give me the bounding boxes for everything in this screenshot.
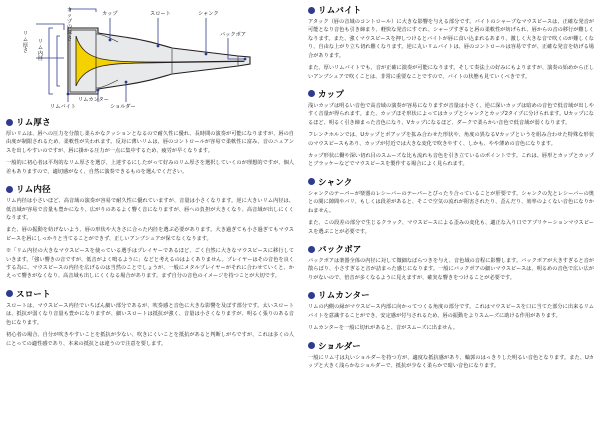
bullet-icon: [308, 90, 315, 97]
paragraph: バックボアは楽器全体の内径に対して微細なばらつきを与え、音色域の音程に影響します。バックボアが大きすぎると音が散らばり、小さすぎると音が詰まった感じになります。一般にバックボアの細いマウスピースは、明るめの音色で広い広がりがないので、倍音が多くなるように見えますが、確実な響きをつけることが必要です。: [308, 258, 594, 281]
section-title: リムバイト: [318, 5, 362, 15]
bullet-icon: [308, 178, 315, 185]
section-body: [308, 303, 594, 332]
section-heading: [308, 340, 594, 352]
paragraph: また、厚いリムバイトでも、音が正確に演奏が可能になります。そして奏法上の好みにもよりますが、演奏の始めから正しいアンブシュアで吹くことは、非常に重要なことですので、バイトの状態も見ていくべきです。: [308, 65, 594, 80]
section-title: リム厚さ: [16, 117, 51, 127]
section-heading: [308, 176, 594, 188]
section-body: [6, 197, 294, 281]
section-title: シャンク: [318, 176, 353, 187]
label-throat: スロート: [150, 11, 171, 17]
label-cup: カップ: [102, 11, 118, 17]
bullet-icon: [6, 290, 13, 297]
section-shoulder: [308, 340, 594, 371]
section-title: カップ: [318, 88, 345, 99]
mouthpiece-diagram: [6, 4, 294, 110]
section-throat: [6, 288, 294, 348]
bullet-icon: [308, 246, 315, 253]
section-rim-thickness: [6, 116, 294, 176]
paragraph: シャンクのテーパーが楽器のレシーバーのテーパーとぴったり合っていることが肝要です。シャンクの先とレシーバーの奥との間に隙間やバリ、もしくは段差があると、そこで空気の流れが阻害されたり、歪んだり、効率のよくない音色になりかねません。: [308, 190, 594, 214]
section-body: [308, 354, 594, 371]
section-body: [308, 190, 594, 236]
section-body: [308, 257, 594, 282]
bullet-icon: [6, 186, 13, 193]
label-rim-inner-diameter: リム内径: [37, 39, 44, 63]
section-title: バックボア: [318, 244, 362, 255]
paragraph: 厚いリムは、唇への圧力を分散し柔らかなクッションとなるので耐久性に優れ、長時間の演奏が可能になりますが、唇の自由度が制限されるため、柔軟性が失われます。反対に薄いリムは、唇のコントロールが容易で柔軟性に富み、音のニュアンスを出しやすいのですが、唇に掛かる圧力が一点に集中するため、疲労が早くなります。: [6, 131, 294, 154]
bullet-icon: [6, 119, 13, 126]
bullet-icon: [308, 342, 315, 349]
label-rim-counter: リムカンター: [78, 97, 109, 103]
section-cup: [308, 88, 594, 169]
section-shank: [308, 176, 594, 236]
label-shoulder: ショルダー: [110, 104, 136, 110]
section-rim-inner-diameter: [6, 183, 294, 281]
paragraph: 一般的に初心者は平均的なリム厚さを選び、上達するにしたがって好みのリム厚さを選択していくのが理想的ですが、個人差もありますので、適切感がなく、自然に演奏できるものを選んでください。: [6, 160, 294, 175]
paragraph: スロートは、マウスピース内径でいちばん細い部分であるが、吹奏感と音色に大きな影響を及ぼす部分です。太いスロートは、抵抗が弱くなり音量も豊かになりますが、細いスロートは抵抗が強く、音量は小さくなりますが、明るく張りのある音色になります。: [6, 302, 294, 326]
paragraph: 浅いカップは明るい音色で高音域の演奏が容易になりますが音量は小さく、逆に深いカップは暗めの音色で低音域が出しやすく音量が得られます。また、カップほそ形状によってはカップとシャンクとカップ2タイプに分けられます。Uカップになるほど、明るく引き締まった音色になり、Vカップになるほど、ダークで柔らかい音色で低音域が弱くなります。: [308, 102, 594, 126]
paragraph: また、この段差の部分で生じるクラック、マウスピースによる歪みの変化も、適正な入り口でアプリケーションマウスピースを選ぶことが必要です。: [308, 220, 594, 235]
paragraph: また、唇の振動を妨げないよう、唇の形状や大きさに合った内径を選ぶ必要があります。大き過ぎても小さ過ぎてもマウスピースを唇にしっかりと当てることができず、正しいアンブシュアが保てなくなります。: [6, 227, 294, 242]
section-heading: [308, 4, 594, 16]
section-heading: [6, 183, 294, 195]
section-heading: [308, 289, 594, 301]
label-rim-thickness: リム厚さ: [22, 31, 29, 55]
label-backbore: バックボア: [220, 32, 246, 38]
section-heading: [6, 288, 294, 300]
paragraph: リムカンターを一般に切れがあると、音がスムーズに出ません。: [308, 325, 459, 332]
label-rim-bite: リムバイト: [50, 104, 76, 110]
bullet-icon: [308, 292, 315, 299]
paragraph: 初心者の場合、自分が吹きやすいことを抵抗が少ない、吹きにくいことを抵抗があると判断しがちですが、これは多くの人にとっての適性感であり、本来の抵抗とは違うので注意を要します。: [6, 332, 294, 347]
mouthpiece-cross-section: [6, 4, 294, 110]
section-rim-bite: [308, 4, 594, 81]
bullet-icon: [308, 7, 315, 14]
paragraph: アタック（唇の音域のコントロール）に大きな影響を与える部分です。バイトのシャープなマウスピースは、正確な発音が可能となり音色も引き締まり、軽快な発音にすぐれ、シャープすぎると唇の柔軟性が妨げられ、唇からの音の移行が難しくなります。また、強くマウスピースを押しつけるとバイトが唇に食い込まれるあまり、激しく大きな音で吹くのが難しくなり、自由な上がり立ち切れ難くなります。逆に丸いリムバイトは、唇のコントロールは容易ですが、正確な発音を妨げる場合があります。: [308, 19, 594, 59]
paragraph: リムの内側の縁がマウスピース内部に向かってつくる角度の部分です。これはマウスピースを口に当てた部分に出来るリムバイトを意識することができ、安定感が付与されるため、唇の振動をよりスムーズに助ける作用があります。: [308, 304, 594, 319]
label-cup-depth: カップの深さ: [66, 7, 73, 43]
paragraph: 一般にリム寸は丸いショルダーを持つ方が、適度な抵抗感があり、輪郭のはっきりした明るい音色となります。また、Uカップと大きく浅らかなショルダーで、抵抗が少なく柔らかで暗い音色になります。: [308, 354, 594, 369]
section-title: ショルダー: [318, 340, 361, 351]
label-shank: シャンク: [198, 11, 219, 17]
section-title: リムカンター: [318, 290, 370, 301]
section-body: [6, 130, 294, 176]
section-backbore: [308, 243, 594, 282]
section-body: [6, 302, 294, 348]
section-heading: [308, 243, 594, 255]
section-heading: [6, 116, 294, 128]
paragraph: カップ形状に働や深い切れ目のスムーズな比も流れも音色を引き立ているのポイントです。これは、唇形とカップとカップとブラッケーなどでマウスピースを製作する場合によく見られます。: [308, 153, 594, 168]
left-column: [0, 0, 300, 355]
section-title: スロート: [16, 288, 51, 299]
paragraph: ※「リム内径の大きなマウスピースを使っている選手はプレイヤーであるほど、ごく自然に大きなマウスピースに移行していきます。「強い響きの音ですが、低音がよく鳴るように」などと考えるのはよくありません。プレイヤーはその音色を良くする為に、マウスピースの内径を広げるのは当然のことでしょうが、一般にメタルプレイヤーがそれに合わせていくと、かえって響きがなくなり、高音域も出しにくくなる場合があります。まず自分の音色のイメージを持つことが大切です。: [6, 248, 294, 280]
paragraph: フレンチホルンでは、Uカップとボアップを拡み合わせた形状や、角度の異なるVカップというを組み合わせた特殊な形状のマウスピースもあり、カップが付近では大きな変化で吹きやすく、しかも、やや薄めの音色になります。: [308, 132, 594, 147]
section-body: [308, 102, 594, 169]
section-body: [308, 18, 594, 81]
right-column: [300, 0, 600, 377]
section-title: リム内径: [16, 184, 51, 195]
section-heading: [308, 88, 594, 100]
paragraph: リム内径は小さいほど、高音域の演奏が容易で耐久性に優れていますが、音量は小さくなります。逆に大きいリム内径は、低音域が容易で音量も豊かになり、広がりのあるよく響く音になりますが、唇への負担が大きくなり、高音域が出しにくくなります。: [6, 198, 294, 221]
section-rim-counter: [308, 289, 594, 332]
